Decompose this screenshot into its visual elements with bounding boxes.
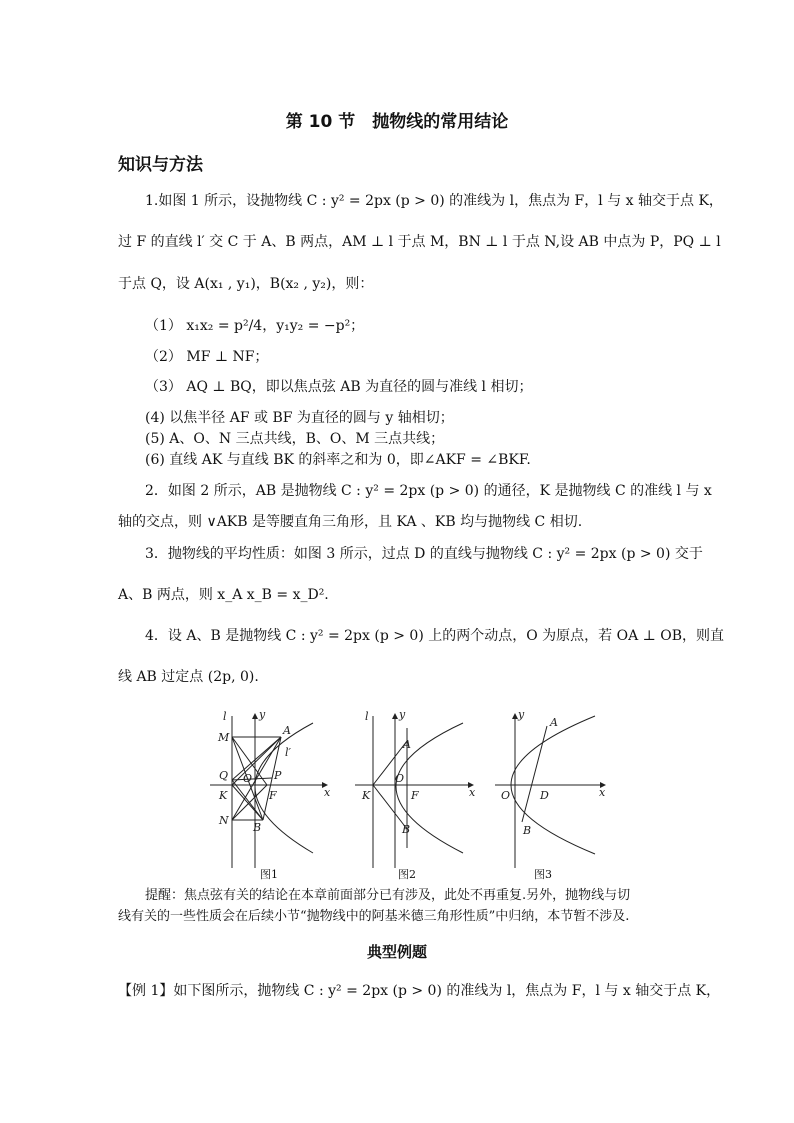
paragraph-4-line-1: 4．设 A、B 是抛物线 C : y² = 2px (p > 0) 上的两个动点，O 为原点，若 OA ⊥ OB，则直 (145, 628, 725, 644)
conclusion-item-4: (4) 以焦半径 AF 或 BF 为直径的圆与 y 轴相切； (145, 410, 454, 426)
paragraph-1-line-1: 1.如图 1 所示，设抛物线 C : y² = 2px (p > 0) 的准线为 l，焦点为 F，l 与 x 轴交于点 K， (145, 193, 723, 209)
paragraph-2-line-1: 2．如图 2 所示，AB 是抛物线 C : y² = 2px (p > 0) 的通径，K 是抛物线 C 的准线 l 与 x (145, 483, 712, 499)
fig3-label-D: D (540, 789, 549, 802)
figure-1-caption: 图1 (260, 868, 278, 881)
figure-2-caption: 图2 (398, 868, 416, 881)
paragraph-1-line-3: 于点 Q，设 A(x₁ , y₁)，B(x₂ , y₂)，则： (118, 276, 374, 292)
subsection-heading-knowledge: 知识与方法 (118, 155, 203, 175)
paragraph-2-line-2: 轴的交点，则 ∨AKB 是等腰直角三角形，且 KA 、KB 均与抛物线 C 相切. (118, 514, 583, 530)
fig3-label-x: x (599, 786, 606, 799)
fig1-label-y: y (259, 708, 266, 721)
paragraph-1-line-2: 过 F 的直线 l′ 交 C 于 A、B 两点，AM ⊥ l 于点 M，BN ⊥ l 于点 N,设 AB 中点为 P，PQ ⊥ l (118, 234, 721, 250)
fig2-label-x: x (469, 786, 476, 799)
fig2-label-A: A (403, 738, 411, 751)
fig2-label-l: l (365, 710, 369, 723)
fig3-label-B: B (523, 824, 532, 837)
fig2-label-K: K (362, 789, 371, 802)
subsection-heading-examples: 典型例题 (366, 943, 427, 961)
fig1-label-lprime: l′ (285, 746, 292, 759)
conclusion-item-6: (6) 直线 AK 与直线 BK 的斜率之和为 0，即∠AKF = ∠BKF. (145, 452, 531, 468)
fig3-label-O: O (501, 789, 511, 802)
parabola-figures (205, 708, 625, 880)
paragraph-3-line-1: 3．抛物线的平均性质：如图 3 所示，过点 D 的直线与抛物线 C : y² = 2px (p > 0) 交于 (145, 546, 703, 562)
note-line-1: 提醒：焦点弦有关的结论在本章前面部分已有涉及，此处不再重复.另外，抛物线与切 (145, 888, 631, 903)
fig1-label-P: P (274, 769, 282, 782)
paragraph-3-line-2: A、B 两点，则 x_A x_B = x_D². (118, 587, 329, 603)
note-line-2: 线有关的一些性质会在后续小节“抛物线中的阿基米德三角形性质”中归纳，本节暂不涉及. (118, 909, 630, 924)
figure-3-caption: 图3 (534, 868, 552, 881)
conclusion-item-2: （2） MF ⊥ NF； (145, 349, 269, 365)
fig2-label-y: y (399, 708, 406, 721)
fig3-label-y: y (518, 708, 525, 721)
fig1-label-M: M (218, 731, 230, 744)
fig1-label-A: A (283, 724, 291, 737)
fig1-label-K: K (219, 789, 228, 802)
fig1-label-x: x (324, 786, 331, 799)
conclusion-item-1: （1） x₁x₂ = p²/4，y₁y₂ = −p²； (145, 318, 365, 334)
fig2-label-B: B (402, 823, 411, 836)
fig2-label-F: F (411, 789, 419, 802)
fig3-label-A: A (550, 716, 558, 729)
section-title: 第 10 节 抛物线的常用结论 (285, 112, 509, 132)
fig1-label-B: B (253, 821, 262, 834)
fig2-label-O: O (395, 772, 405, 785)
figures-row (205, 708, 625, 880)
fig1-label-l: l (223, 710, 227, 723)
figure-3 (495, 714, 605, 868)
fig1-label-F: F (269, 789, 277, 802)
fig1-label-N: N (219, 814, 229, 827)
paragraph-4-line-2: 线 AB 过定点 (2p, 0). (118, 669, 259, 685)
example-1-line-1: 【例 1】如下图所示，抛物线 C : y² = 2px (p > 0) 的准线为 l，焦点为 F，l 与 x 轴交于点 K， (118, 983, 721, 999)
fig3-chord-AB (522, 726, 547, 822)
conclusion-item-5: (5) A、O、N 三点共线，B、O、M 三点共线； (145, 431, 445, 447)
conclusion-item-3: （3） AQ ⊥ BQ，即以焦点弦 AB 为直径的圆与准线 l 相切； (145, 379, 533, 395)
fig1-label-Q: Q (219, 769, 229, 782)
fig1-label-O: O (243, 772, 253, 785)
